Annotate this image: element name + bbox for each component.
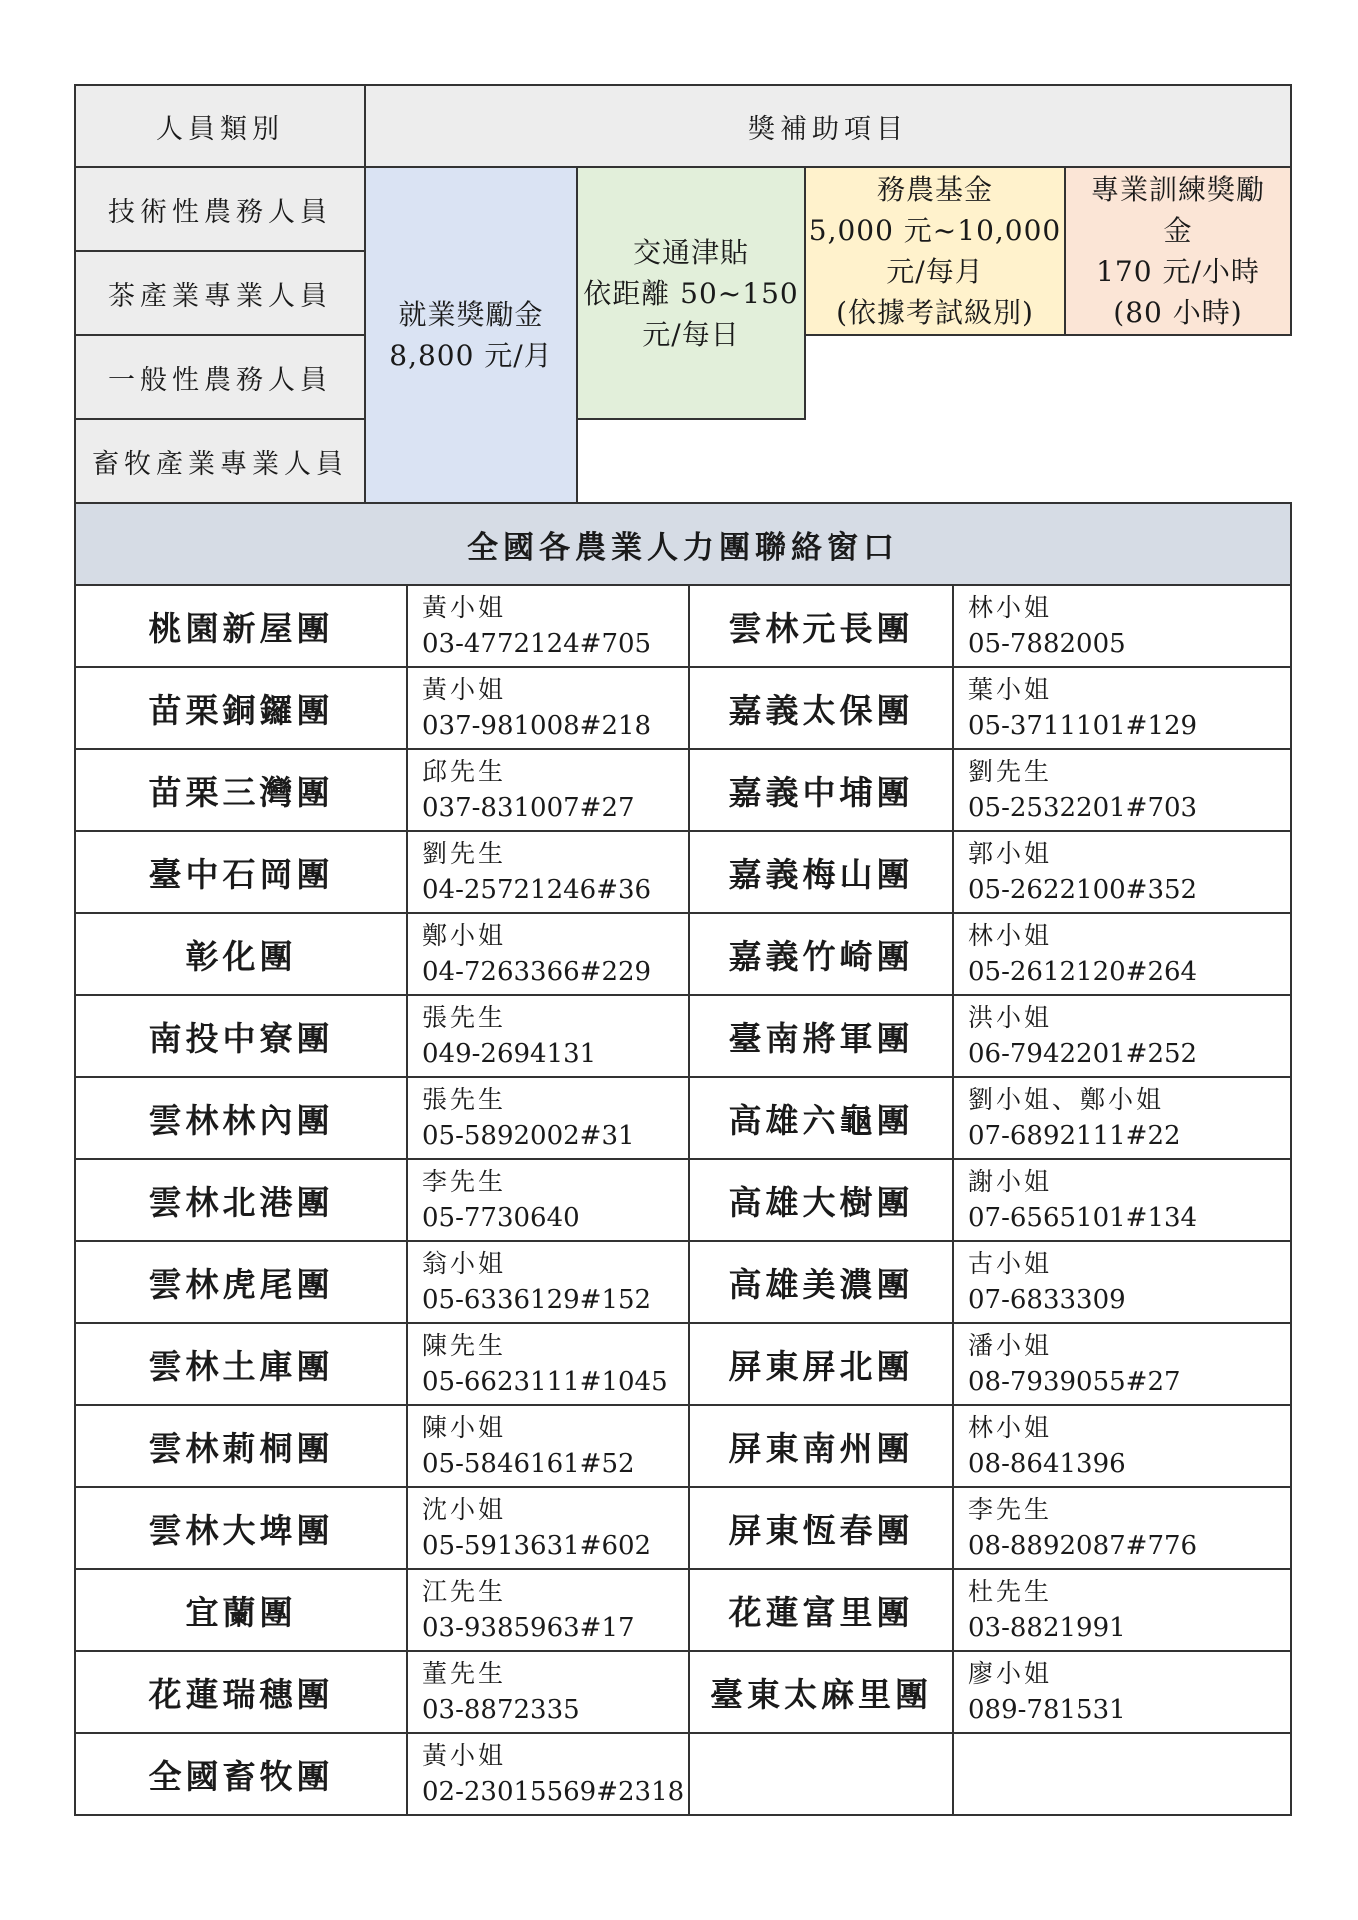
category-label: 一般性農務人員 — [108, 364, 332, 396]
team-name-cell — [688, 748, 954, 832]
contacts-title-cell — [74, 502, 1292, 586]
team-name-cell — [74, 1486, 408, 1570]
contact-cell — [406, 1240, 690, 1324]
contact-cell — [952, 1404, 1292, 1488]
contact-cell — [406, 584, 690, 668]
training-amount: 170 元/小時 — [1096, 255, 1260, 288]
contact-phone: 03-4772124#705 — [422, 628, 652, 659]
team-name-cell — [74, 830, 408, 914]
team-name: 高雄六龜團 — [728, 1100, 914, 1140]
contact-person: 林小姐 — [968, 1412, 1053, 1442]
contact-person: 劉先生 — [968, 756, 1053, 786]
category-cell — [74, 250, 366, 336]
farming-fund-note: (依據考試級別) — [836, 296, 1034, 329]
team-name-cell — [74, 1158, 408, 1242]
contact-cell — [952, 1732, 1292, 1816]
contact-person: 劉小姐、鄭小姐 — [968, 1084, 1165, 1114]
training-incentive-cell — [1064, 166, 1292, 336]
contact-person: 黃小姐 — [422, 1740, 507, 1770]
team-name-cell — [688, 1568, 954, 1652]
team-name-cell — [74, 584, 408, 668]
contact-person: 黃小姐 — [422, 592, 507, 622]
contact-cell — [406, 1568, 690, 1652]
team-name: 苗栗三灣團 — [148, 772, 334, 812]
team-name-cell — [688, 1486, 954, 1570]
contact-cell — [952, 1322, 1292, 1406]
team-name-cell — [74, 912, 408, 996]
team-name: 雲林虎尾團 — [148, 1264, 334, 1304]
contact-person: 林小姐 — [968, 592, 1053, 622]
contact-phone: 04-7263366#229 — [422, 956, 652, 987]
contact-person: 潘小姐 — [968, 1330, 1053, 1360]
contact-phone: 05-2622100#352 — [968, 874, 1198, 905]
contact-cell — [406, 666, 690, 750]
team-name-cell — [74, 748, 408, 832]
contact-person: 廖小姐 — [968, 1658, 1053, 1688]
contact-cell — [952, 1650, 1292, 1734]
contact-person: 杜先生 — [968, 1576, 1053, 1606]
category-label: 茶產業專業人員 — [108, 280, 332, 312]
contact-cell — [406, 1076, 690, 1160]
contact-cell — [952, 584, 1292, 668]
training-title: 專業訓練獎勵 — [1090, 173, 1265, 206]
contact-cell — [952, 1486, 1292, 1570]
team-name-cell — [688, 830, 954, 914]
team-name: 宜蘭團 — [185, 1592, 297, 1632]
team-name-cell — [688, 1322, 954, 1406]
contact-cell — [952, 830, 1292, 914]
contact-person: 古小姐 — [968, 1248, 1053, 1278]
category-cell — [74, 334, 366, 420]
team-name-cell — [74, 1404, 408, 1488]
category-cell — [74, 418, 366, 504]
contact-phone: 02-23015569#2318 — [422, 1776, 685, 1807]
team-name-cell — [74, 1322, 408, 1406]
contact-phone: 089-781531 — [968, 1694, 1126, 1725]
contact-cell — [406, 994, 690, 1078]
team-name: 嘉義竹崎團 — [728, 936, 914, 976]
contact-phone: 07-6833309 — [968, 1284, 1126, 1315]
contact-person: 劉先生 — [422, 838, 507, 868]
team-name: 桃園新屋團 — [148, 608, 334, 648]
team-name: 花蓮富里團 — [728, 1592, 914, 1632]
team-name: 嘉義太保團 — [728, 690, 914, 730]
contact-cell — [952, 666, 1292, 750]
contact-person: 李先生 — [422, 1166, 507, 1196]
team-name: 南投中寮團 — [148, 1018, 334, 1058]
contacts-title: 全國各農業人力團聯絡窗口 — [467, 529, 899, 566]
contact-cell — [406, 1486, 690, 1570]
category-label: 畜牧產業專業人員 — [92, 448, 348, 480]
transport-title: 交通津貼 — [632, 235, 749, 269]
contact-cell — [952, 1240, 1292, 1324]
contact-cell — [952, 1568, 1292, 1652]
contact-phone: 05-6336129#152 — [422, 1284, 652, 1315]
contact-cell — [952, 1076, 1292, 1160]
transport-unit: 元/每日 — [642, 317, 740, 351]
team-name: 雲林元長團 — [728, 608, 914, 648]
team-name: 嘉義中埔團 — [728, 772, 914, 812]
team-name: 高雄美濃團 — [728, 1264, 914, 1304]
training-hours: (80 小時) — [1113, 296, 1243, 329]
team-name: 全國畜牧團 — [148, 1756, 334, 1796]
team-name-cell — [688, 1158, 954, 1242]
contact-phone: 07-6892111#22 — [968, 1120, 1181, 1151]
team-name: 高雄大樹團 — [728, 1182, 914, 1222]
contact-phone: 049-2694131 — [422, 1038, 597, 1069]
contact-person: 張先生 — [422, 1084, 507, 1114]
team-name: 雲林大埤團 — [148, 1510, 334, 1550]
contact-phone: 06-7942201#252 — [968, 1038, 1198, 1069]
team-name-cell — [74, 1240, 408, 1324]
team-name-cell — [688, 1076, 954, 1160]
contact-phone: 05-5913631#602 — [422, 1530, 652, 1561]
contact-person: 陳小姐 — [422, 1412, 507, 1442]
contact-phone: 05-3711101#129 — [968, 710, 1198, 741]
contact-phone: 05-5892002#31 — [422, 1120, 635, 1151]
contact-phone: 08-8892087#776 — [968, 1530, 1198, 1561]
transport-allowance-cell — [576, 166, 806, 420]
contact-phone: 05-7730640 — [422, 1202, 580, 1233]
header-subsidy-label: 獎補助項目 — [748, 113, 908, 145]
contact-cell — [406, 748, 690, 832]
team-name-cell — [688, 1240, 954, 1324]
team-name-cell — [74, 1568, 408, 1652]
team-name: 嘉義梅山團 — [728, 854, 914, 894]
team-name: 苗栗銅鑼團 — [148, 690, 334, 730]
contact-phone: 05-6623111#1045 — [422, 1366, 668, 1397]
contact-person: 葉小姐 — [968, 674, 1053, 704]
contact-phone: 03-8872335 — [422, 1694, 580, 1725]
contact-cell — [952, 912, 1292, 996]
team-name-cell — [688, 1732, 954, 1816]
contact-cell — [406, 1404, 690, 1488]
team-name-cell — [74, 994, 408, 1078]
team-name: 臺南將軍團 — [728, 1018, 914, 1058]
team-name-cell — [74, 1732, 408, 1816]
contact-cell — [952, 994, 1292, 1078]
team-name-cell — [74, 1650, 408, 1734]
farming-fund-title: 務農基金 — [876, 173, 993, 206]
team-name: 彰化團 — [185, 936, 297, 976]
team-name: 雲林莿桐團 — [148, 1428, 334, 1468]
contact-person: 洪小姐 — [968, 1002, 1053, 1032]
team-name: 雲林北港團 — [148, 1182, 334, 1222]
contact-phone: 03-9385963#17 — [422, 1612, 635, 1643]
contact-cell — [406, 1732, 690, 1816]
team-name-cell — [74, 666, 408, 750]
contact-person: 李先生 — [968, 1494, 1053, 1524]
training-title-cont: 金 — [1163, 214, 1193, 247]
contact-cell — [406, 830, 690, 914]
contact-person: 邱先生 — [422, 756, 507, 786]
contact-person: 翁小姐 — [422, 1248, 507, 1278]
contact-person: 江先生 — [422, 1576, 507, 1606]
contact-person: 陳先生 — [422, 1330, 507, 1360]
contact-cell — [952, 748, 1292, 832]
team-name-cell — [688, 1404, 954, 1488]
contact-phone: 05-5846161#52 — [422, 1448, 635, 1479]
team-name-cell — [688, 912, 954, 996]
contact-phone: 07-6565101#134 — [968, 1202, 1198, 1233]
transport-detail: 依距離 50~150 — [583, 276, 799, 310]
header-subsidy-cell — [364, 84, 1292, 168]
contact-phone: 03-8821991 — [968, 1612, 1126, 1643]
team-name: 屏東屏北團 — [728, 1346, 914, 1386]
contact-person: 董先生 — [422, 1658, 507, 1688]
contact-cell — [406, 1158, 690, 1242]
contact-person: 郭小姐 — [968, 838, 1053, 868]
employment-incentive-cell — [364, 166, 578, 504]
contact-person: 謝小姐 — [968, 1166, 1053, 1196]
contact-phone: 08-7939055#27 — [968, 1366, 1181, 1397]
category-label: 技術性農務人員 — [108, 196, 332, 228]
team-name: 雲林土庫團 — [148, 1346, 334, 1386]
farming-fund-unit: 元/每月 — [886, 255, 984, 288]
team-name: 花蓮瑞穗團 — [148, 1674, 334, 1714]
farming-fund-cell — [804, 166, 1066, 336]
team-name-cell — [688, 584, 954, 668]
contact-phone: 037-831007#27 — [422, 792, 635, 823]
team-name-cell — [688, 994, 954, 1078]
team-name-cell — [688, 666, 954, 750]
contact-person: 黃小姐 — [422, 674, 507, 704]
farming-fund-amount: 5,000 元~10,000 — [808, 214, 1062, 247]
category-cell — [74, 166, 366, 252]
contact-person: 林小姐 — [968, 920, 1053, 950]
contact-person: 張先生 — [422, 1002, 507, 1032]
contact-phone: 05-7882005 — [968, 628, 1126, 659]
team-name: 臺中石岡團 — [148, 854, 334, 894]
contact-cell — [406, 1650, 690, 1734]
contact-phone: 08-8641396 — [968, 1448, 1126, 1479]
contact-phone: 05-2532201#703 — [968, 792, 1198, 823]
contact-phone: 04-25721246#36 — [422, 874, 652, 905]
header-category-label: 人員類別 — [156, 113, 284, 145]
team-name: 屏東恆春團 — [728, 1510, 914, 1550]
contact-person: 鄭小姐 — [422, 920, 507, 950]
contact-cell — [406, 1322, 690, 1406]
contact-cell — [406, 912, 690, 996]
team-name-cell — [74, 1076, 408, 1160]
team-name: 雲林林內團 — [148, 1100, 334, 1140]
team-name: 臺東太麻里團 — [710, 1674, 932, 1714]
contact-phone: 05-2612120#264 — [968, 956, 1198, 987]
contact-cell — [952, 1158, 1292, 1242]
employment-amount: 8,800 元/月 — [389, 339, 553, 372]
contact-person: 沈小姐 — [422, 1494, 507, 1524]
team-name: 屏東南州團 — [728, 1428, 914, 1468]
contact-phone: 037-981008#218 — [422, 710, 652, 741]
team-name-cell — [688, 1650, 954, 1734]
employment-title: 就業獎勵金 — [398, 298, 544, 331]
header-category-cell — [74, 84, 366, 168]
